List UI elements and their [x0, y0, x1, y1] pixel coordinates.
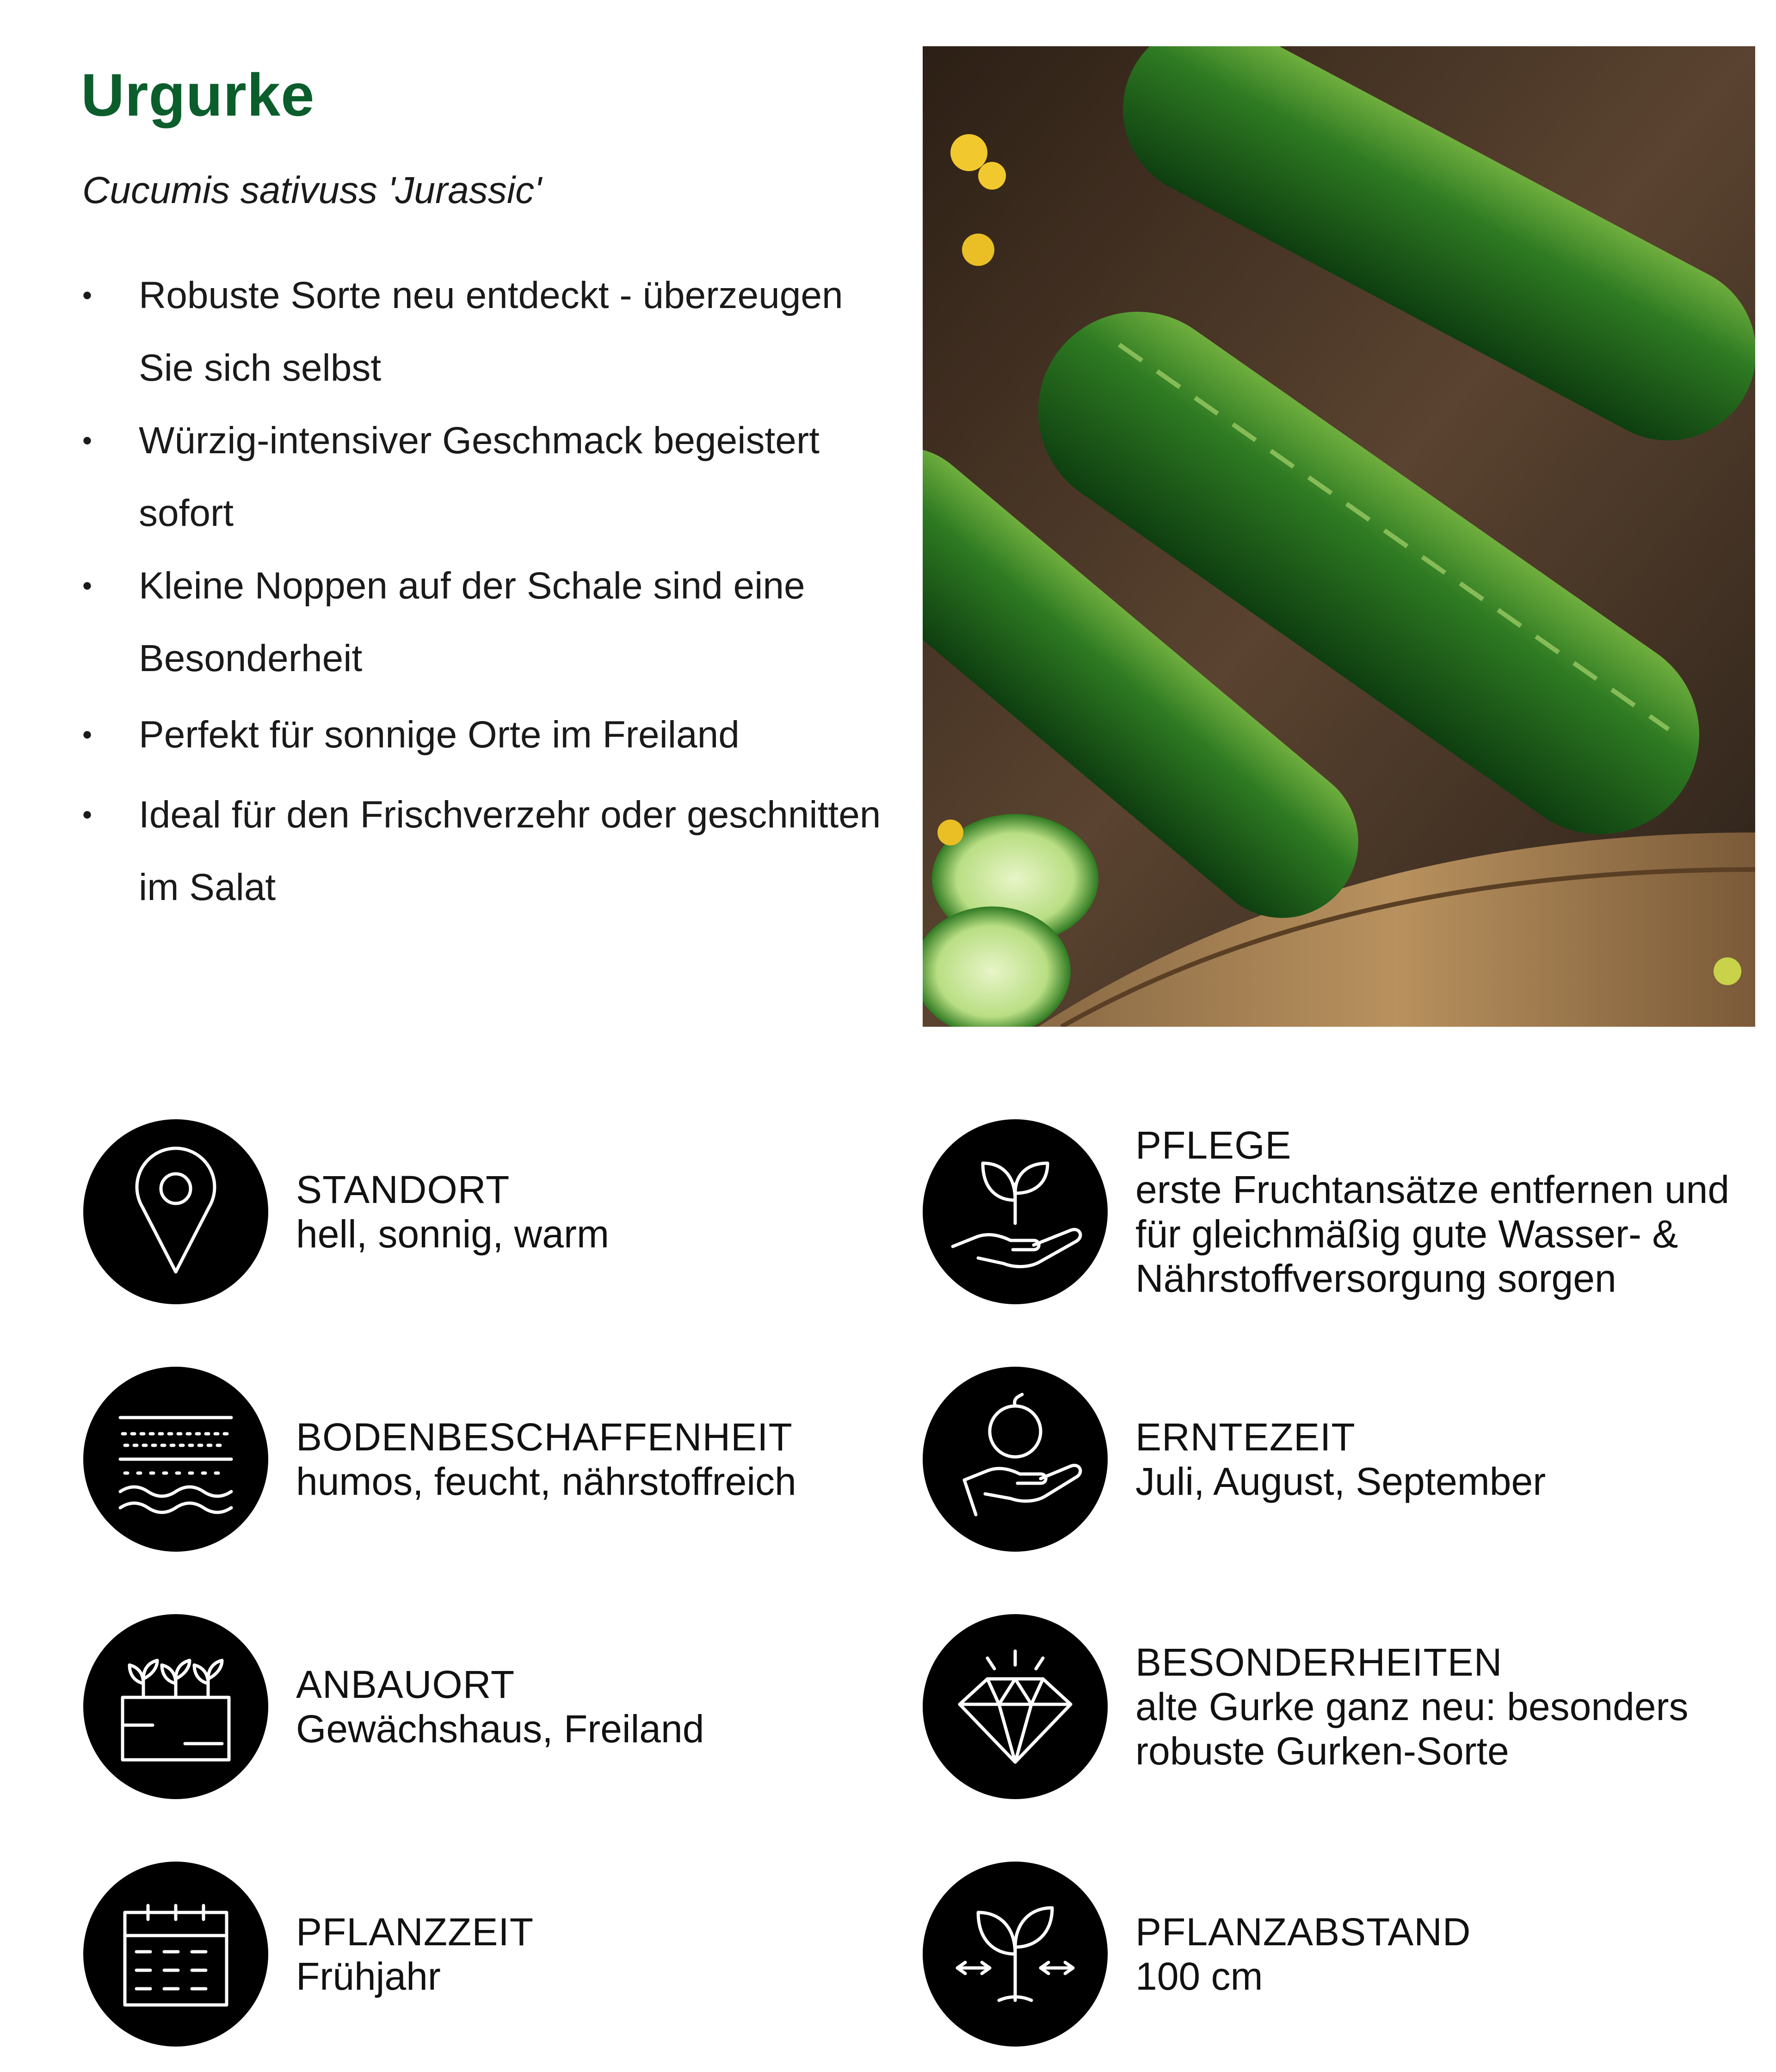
bullet-text: Würzig-intensiver Geschmack begeistert sofort	[139, 419, 820, 534]
planter-box-icon	[83, 1614, 268, 1799]
feature-label: PFLANZABSTAND	[1135, 1910, 1471, 1954]
bullet-item	[79, 778, 883, 924]
page-title: Urgurke	[81, 61, 315, 129]
feature-value: 100 cm	[1135, 1955, 1263, 1998]
bullet-text: Kleine Noppen auf der Schale sind eine Besonderheit	[139, 565, 805, 679]
bullet-dot: •	[82, 570, 92, 601]
hand-seedling-icon	[923, 1119, 1108, 1304]
feature-anbauort	[83, 1614, 916, 1799]
bullet-text: Perfekt für sonnige Orte im Freiland	[139, 714, 740, 756]
calendar-icon	[83, 1862, 268, 2047]
feature-label: STANDORT	[296, 1168, 510, 1211]
feature-value: Juli, August, September	[1135, 1460, 1546, 1503]
bullet-text: Ideal für den Frischverzehr oder geschnitten im Salat	[139, 794, 881, 908]
cucumber-photo	[923, 46, 1755, 1027]
feature-label: PFLANZZEIT	[296, 1910, 534, 1954]
feature-pflanzabstand	[923, 1862, 1755, 2047]
feature-pflege	[923, 1119, 1755, 1304]
feature-value: hell, sonnig, warm	[296, 1212, 609, 1256]
feature-value: Frühjahr	[296, 1955, 441, 1998]
feature-value: humos, feucht, nährstoffreich	[296, 1460, 796, 1503]
diamond-icon	[923, 1614, 1108, 1799]
bullet-dot: •	[82, 425, 92, 456]
hand-fruit-icon	[923, 1367, 1108, 1552]
feature-standort	[83, 1119, 916, 1304]
feature-besonderheiten	[923, 1614, 1755, 1799]
bullet-dot: •	[82, 719, 92, 750]
bullet-dot: •	[82, 799, 92, 830]
feature-label: PFLEGE	[1135, 1123, 1292, 1167]
soil-layers-icon	[83, 1367, 268, 1552]
feature-label: ANBAUORT	[296, 1663, 515, 1706]
feature-bullet-list	[79, 259, 883, 924]
feature-label: BESONDERHEITEN	[1135, 1640, 1503, 1684]
feature-pflanzzeit	[83, 1862, 916, 2047]
bullet-item	[79, 404, 883, 549]
bullet-item	[79, 549, 883, 695]
feature-value: alte Gurke ganz neu: besonders robuste Gurken-Sorte	[1135, 1685, 1689, 1773]
plant-spacing-icon	[923, 1862, 1108, 2047]
feature-label: BODENBESCHAFFENHEIT	[296, 1415, 793, 1459]
botanical-name: Cucumis sativuss 'Jurassic'	[82, 169, 542, 211]
bullet-item	[79, 698, 883, 771]
location-pin-icon	[83, 1119, 268, 1304]
feature-value: Gewächshaus, Freiland	[296, 1707, 704, 1751]
bullet-dot: •	[82, 280, 92, 311]
feature-boden	[83, 1367, 916, 1552]
feature-value: erste Fruchtansätze entfernen und für gleichmäßig gute Wasser- & Nährstoffversorgung sorgen	[1135, 1168, 1730, 1300]
bullet-item	[79, 259, 883, 404]
bullet-text: Robuste Sorte neu entdeckt - überzeugen Sie sich selbst	[139, 274, 843, 389]
feature-erntezeit	[923, 1367, 1755, 1552]
feature-label: ERNTEZEIT	[1135, 1415, 1356, 1459]
